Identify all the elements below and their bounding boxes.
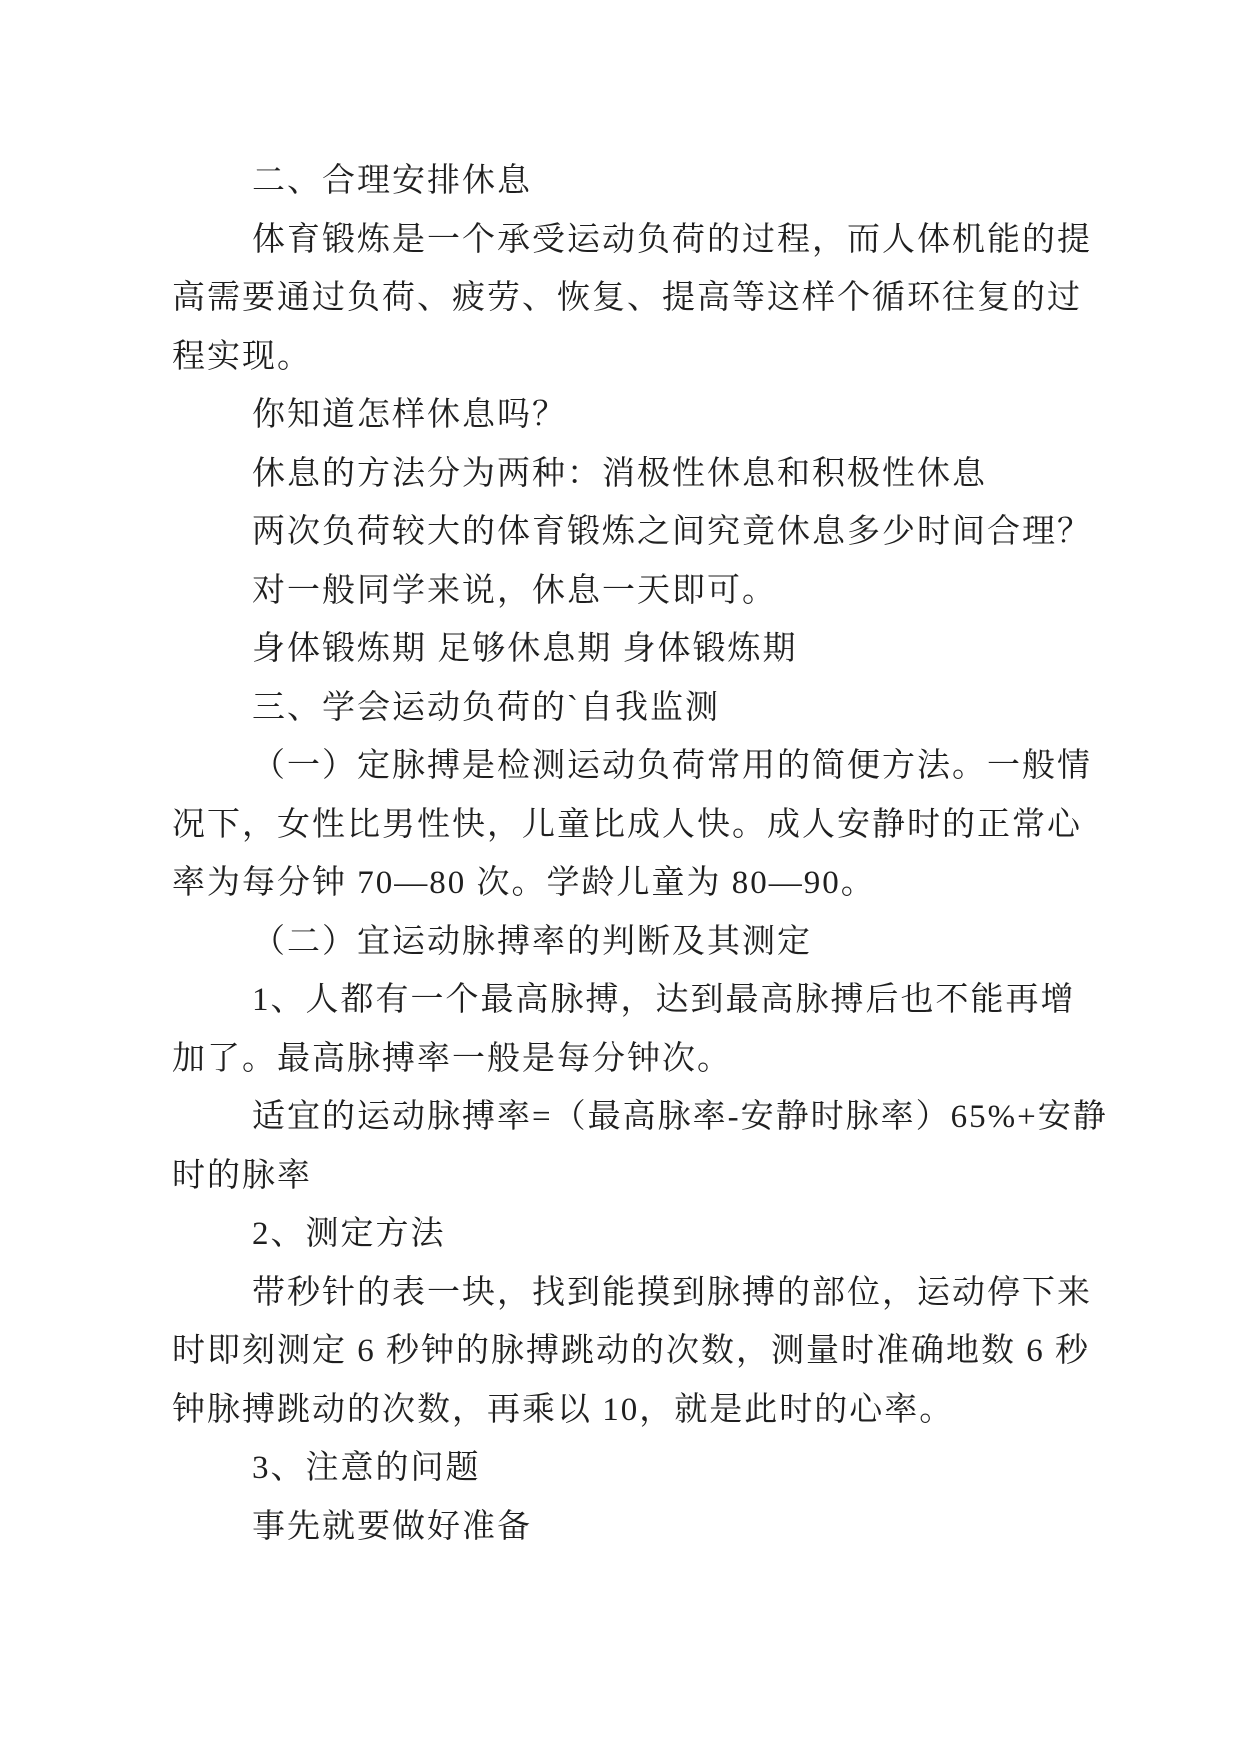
section-heading-line: 三、学会运动负荷的`自我监测 [252,689,720,726]
formula-line: 时的脉率 [172,1157,312,1194]
text-line: 事先就要做好准备 [252,1508,532,1545]
text-line: 高需要通过负荷、疲劳、恢复、提高等这样个循环往复的过 [172,280,1082,316]
subsection-heading-line: （二）宜运动脉搏率的判断及其测定 [252,923,812,960]
text-line: 体育锻炼是一个承受运动负荷的过程，而人体机能的提 [252,221,1092,258]
text-line: 率为每分钟 70—80 次。学龄儿童为 80—90。 [172,865,876,901]
text-line: 程实现。 [172,338,312,375]
text-line: 休息的方法分为两种：消极性休息和积极性休息 [252,455,987,492]
text-line: 身体锻炼期 足够休息期 身体锻炼期 [252,631,798,667]
subsection-heading-line: 2、测定方法 [252,1216,446,1252]
text-line: 你知道怎样休息吗？ [252,397,567,433]
text-line: （一）定脉搏是检测运动负荷常用的简便方法。一般情 [252,748,1092,784]
text-line: 对一般同学来说，休息一天即可。 [252,572,777,609]
text-line: 加了。最高脉搏率一般是每分钟次。 [172,1040,732,1077]
document-text-block [172,152,1108,1556]
formula-line: 适宜的运动脉搏率=（最高脉率-安静时脉率）65%+安静 [252,1099,1108,1135]
section-heading-line: 二、合理安排休息 [252,163,532,199]
text-line: 1、人都有一个最高脉搏，达到最高脉搏后也不能再增 [252,982,1076,1018]
text-line: 况下，女性比男性快，儿童比成人快。成人安静时的正常心 [172,806,1082,843]
text-line: 带秒针的表一块，找到能摸到脉搏的部位，运动停下来 [252,1274,1092,1311]
text-line: 时即刻测定 6 秒钟的脉搏跳动的次数，测量时准确地数 6 秒 [172,1333,1090,1369]
text-line: 两次负荷较大的体育锻炼之间究竟休息多少时间合理？ [252,514,1092,550]
text-line: 钟脉搏跳动的次数，再乘以 10，就是此时的心率。 [172,1391,955,1428]
subsection-heading-line: 3、注意的问题 [252,1450,481,1486]
